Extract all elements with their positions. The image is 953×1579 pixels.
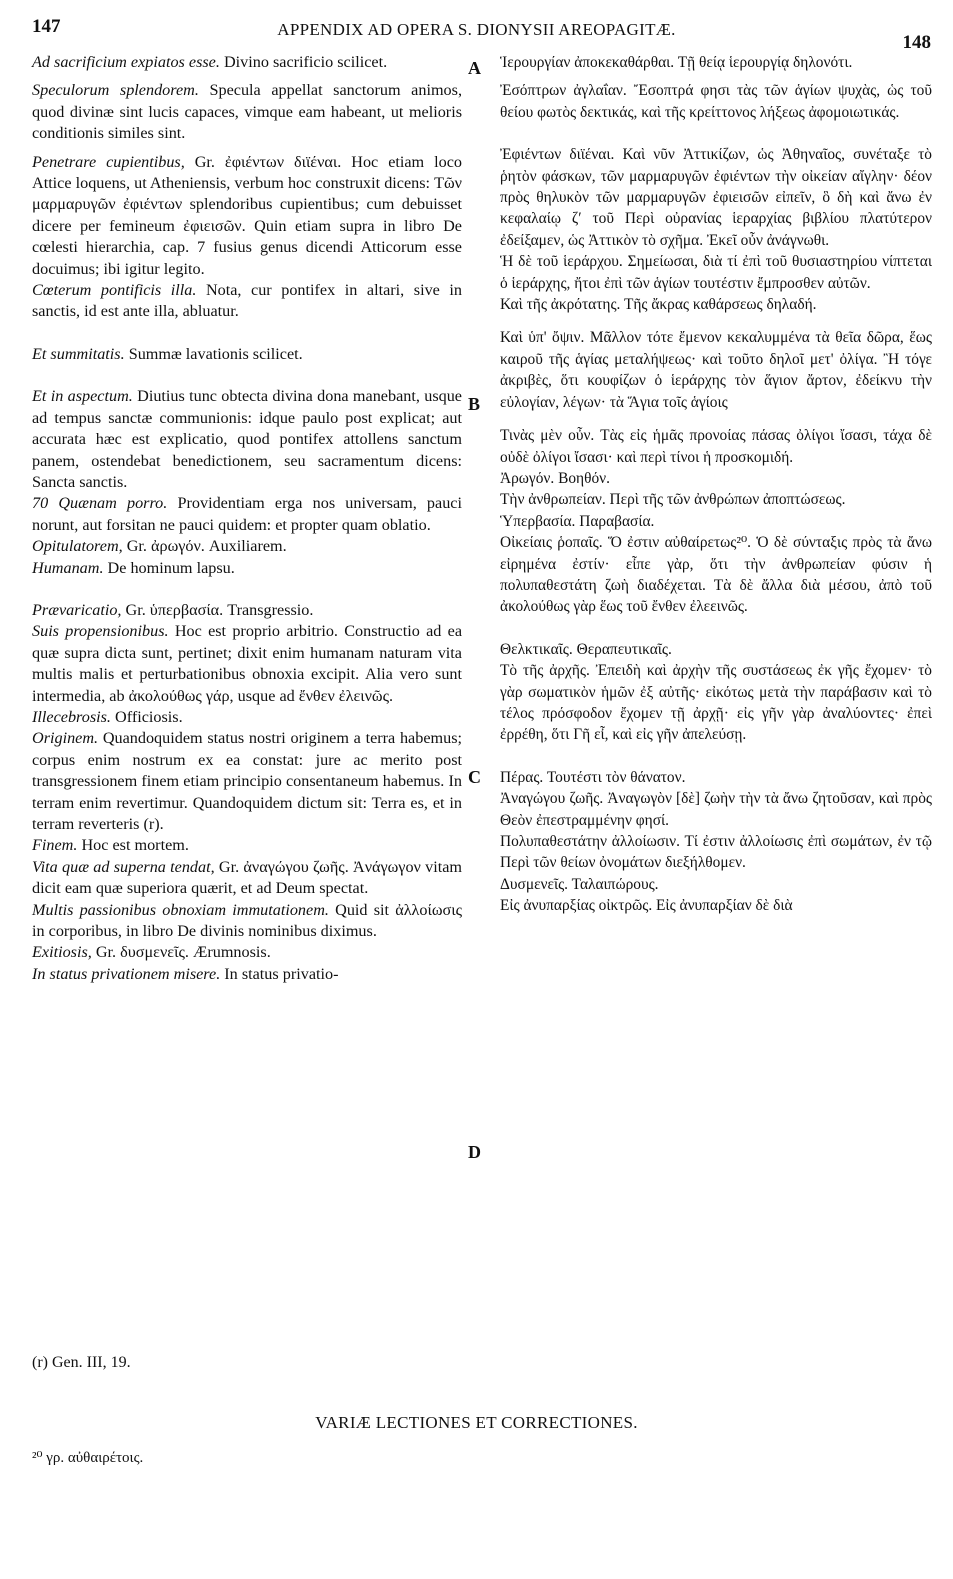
greek-entry: Οἰκείαις ῥοπαῖς. Ὅ ἐστιν αὐθαίρετως²⁰. Ὁ δὲ σύνταξις πρὸς τὰ ἄνω εἰρημένα ἐστίν· εἶπε γὰρ, ὅτι τὴν ἀνθρωπείαν φύσιν ἡ πολυπαθεστάτη ζωὴ διαδέχεται. Τὰ δὲ ἄλλα διὰ μέσου, ἀπὸ τοῦ ἀκολούθως γὰρ ἕως τοῦ ἔνθεν ἐλεεινῶς. — [500, 534, 932, 616]
latin-entry: Vita quæ ad superna tendat, Gr. ἀναγώγου ζωῆς. Ἀνάγωγον vitam dicit eam quæ superiora quærit, et ad Deum spectat. — [32, 857, 462, 898]
latin-entry: Ad sacrificium expiatos esse. Divino sacrificio scilicet. — [32, 53, 388, 71]
latin-entry: Cœterum pontificis illa. Nota, cur pontifex in altari, sive in sanctis, id est ante illa, abluatur. — [32, 281, 462, 321]
greek-entry: Τὸ τῆς ἀρχῆς. Ἐπειδὴ καὶ ἀρχὴν τῆς συστάσεως ἐκ γῆς ἔχομεν· τὸ γὰρ σωματικὸν ἡμῶν ἐξ αὐτῆς· εἰκότως μετὰ τὴν παράβασιν καὶ τὸ τέλος πρόσφοδον ἔχομεν τῇ ἀρχῇ· εἰς γῆν γὰρ ἀναλύοντες· ἐπεὶ ἐρρέθη, ὅτι Γῆ εἶ, καὶ εἰς γῆν ἀπελεύσῃ. — [500, 662, 932, 744]
latin-entry: Humanam. De hominum lapsu. — [32, 558, 235, 577]
latin-entry: Suis propensionibus. Hoc est proprio arbitrio. Constructio ad ea quæ supra dicta sunt, pertinet; dixit enim humanam naturam vita multis malis et perturbationibus obnoxia excipit. Alia vero sunt intermedia, ab ἀκολούθως γάρ, usque ad ἔνθεν ἐλεινῶς. — [32, 622, 462, 705]
latin-entry: Illecebrosis. Officiosis. — [32, 707, 183, 726]
section-marker-a: A — [468, 58, 481, 78]
latin-entry: Exitiosis, Gr. δυσμενεῖς. Ærumnosis. — [32, 943, 271, 962]
greek-entry: Πέρας. Τουτέστι τὸν θάνατον. — [500, 768, 686, 786]
greek-entry: Καὶ ὑπ' ὄψιν. Μᾶλλον τότε ἔμενον κεκαλυμμένα τὰ θεῖα δῶρα, ἕως καιροῦ τῆς ἁγίας μεταλήψεως· καὶ τοῦτο δηλοῖ μετ' ὀλίγα. Ἢ τόγε ἀκριβὲς, ὅτι κουφίζων ὁ ἱεράρχης τὸν ἅγιον ἄρτον, ἐδείκνυ τὴν εὐλογίαν, λέγων· τὰ Ἅγια τοῖς ἁγίοις — [500, 329, 932, 411]
greek-entry: Ἡ δὲ τοῦ ἱεράρχου. Σημείωσαι, διὰ τί ἐπὶ τοῦ θυσιαστηρίου νίπτεται ὁ ἱεράρχης, ἤτοι ἐπὶ τῶν ἁγίων τουτέστιν ἔμπροσθεν αὐτῶν. — [500, 253, 932, 292]
greek-entry: Ἱερουργίαν ἀποκεκαθάρθαι. Τῇ θείᾳ ἱερουργίᾳ δηλονότι. — [500, 54, 853, 71]
greek-entry: Ὑπερβασία. Παραβασία. — [500, 512, 655, 530]
greek-entry: Καὶ τῆς ἀκρότατης. Τῆς ἄκρας καθάρσεως δηλαδή. — [500, 296, 817, 314]
greek-entry: Ἐφιέντων διϊέναι. Καὶ νῦν Ἀττικίζων, ὡς Ἀθηναῖος, συνέταξε τὸ ῥητὸν φάσκων, τῶν μαρμαρυγῶν ἐφιέντων τὴν οἰκείαν αἴγλην· δέον πρὸς θηλυκὸν τῶν μαρμαρυγῶν ἐφιεισῶν εἰπεῖν, ὃ δὴ καὶ ἄνω ἐν κεφαλαίῳ ζ′ τοῦ Περὶ οὐρανίας ἱεραρχίας βιβλίου πλατύτερον ἐδείξαμεν, ὡς Ἀττικὸν τὸ σχῆμα. Ἐκεῖ οὖν ἀνάγνωθι. — [500, 146, 932, 249]
greek-entry: Τὴν ἀνθρωπείαν. Περὶ τῆς τῶν ἀνθρώπων ἀποπτώσεως. — [500, 491, 846, 509]
latin-entry: Et in aspectum. Diutius tunc obtecta divina dona manebant, usque ad tempus sanctæ communionis: idque paulo post explicat; aut accurata hæc est explicatio, quod pontifex attollens sanctum panem, ostendebat benedictionem, seu sacramentum dicens: Sancta sanctis. — [32, 387, 462, 491]
latin-entry: Multis passionibus obnoxiam immutationem. Quid sit ἀλλοίωσις in corporibus, in libro De divinis nominibus diximus. — [32, 900, 462, 941]
page-number-left: 147 — [32, 16, 61, 37]
latin-entry: Et summitatis. Summæ lavationis scilicet. — [32, 344, 303, 363]
page-number-right: 148 — [902, 32, 931, 53]
section-marker-d: D — [468, 1142, 481, 1162]
section-marker-b: B — [468, 394, 481, 414]
latin-entry: Penetrare cupientibus, Gr. ἐφιέντων διϊέναι. Hoc etiam loco Attice loquens, ut Atheniensis, verbum hoc construxit dicens: Τῶν μαρμαρυγῶν ἐφιέντων splendoribus cupientibus; cum debuisset dicere per femineum ἐφιεισῶν. Quin etiam supra in libro De cœlesti hierarchia, cap. 7 fusius genus dicendi Atticorum esse docuimus; ibi igitur legito. — [32, 152, 462, 278]
latin-entry: Originem. Quandoquidem status nostri originem a terra habemus; corpus enim nostrum ex ea constat: jure ac merito post transgressionem finem etiam principio consentaneum habemus. In terram enim revertimur. Quandoquidem dictum sit: Terra es, et in terram reverteris (r). — [32, 729, 462, 833]
latin-entry: Opitulatorem, Gr. ἀρωγόν. Auxiliarem. — [32, 537, 287, 556]
greek-entry: Ἐσόπτρων ἀγλαΐαν. Ἔσοπτρά φησι τὰς τῶν ἁγίων ψυχὰς, ὡς τοῦ θείου φωτὸς δεκτικάς, καὶ τῆς κρείττονος λήξεως ἀφομοιωτικάς. — [500, 82, 932, 121]
greek-entry: Πολυπαθεστάτην ἀλλοίωσιν. Τί ἐστιν ἀλλοίωσις ἐπὶ σωμάτων, ἐν τῷ Περὶ τῶν θείων ὀνομάτων διεξήλθομεν. — [500, 833, 932, 872]
latin-entry: Finem. Hoc est mortem. — [32, 836, 189, 855]
running-title: APPENDIX AD OPERA S. DIONYSII AREOPAGITÆ. — [277, 20, 676, 39]
greek-column — [500, 52, 932, 917]
footnote-latin: (r) Gen. III, 19. — [32, 1354, 131, 1371]
latin-entry: 70 Quænam porro. Providentiam erga nos universam, pauci norunt, aut forsitan ne pauci quidem: et propter quam oblatio. — [32, 494, 462, 534]
latin-entry: In status privationem misere. In status privatio- — [32, 964, 339, 983]
latin-entry: Prævaricatio, Gr. ὑπερβασία. Transgressio. — [32, 600, 314, 619]
section-marker-c: C — [468, 767, 481, 787]
greek-entry: Δυσμενεῖς. Ταλαιπώρους. — [500, 875, 659, 893]
page-header — [0, 14, 953, 53]
greek-entry: Ἀναγώγου ζωῆς. Ἀναγωγὸν [δὲ] ζωὴν τὴν τὰ ἄνω ζητοῦσαν, καὶ πρὸς Θεὸν ἐπεστραμμένην φησί. — [500, 790, 932, 829]
latin-column — [32, 52, 462, 985]
latin-entry: Speculorum splendorem. Specula appellat sanctorum animos, quod divinæ sint lucis capaces, vimque eam habeant, ut melioris conditionis similes sint. — [32, 81, 462, 143]
variae-lectiones-title: VARIÆ LECTIONES ET CORRECTIONES. — [315, 1413, 638, 1432]
greek-entry: Ἀρωγόν. Βοηθόν. — [500, 469, 610, 487]
greek-entry: Θελκτικαῖς. Θεραπευτικαῖς. — [500, 640, 672, 658]
greek-entry: Εἰς ἀνυπαρξίας οἰκτρῶς. Εἰς ἀνυπαρξίαν δὲ διὰ — [500, 897, 793, 915]
greek-entry: Τινὰς μὲν οὖν. Τὰς εἰς ἡμᾶς προνοίας πάσας ὀλίγοι ἴσασι, τάχα δὲ οὐδὲ ὀλίγοι ἴσασι· καὶ περὶ τίνοι ἡ προσκομιδή. — [500, 427, 932, 466]
footnote-variant: ²⁰ γρ. αὐθαιρέτοις. — [32, 1450, 144, 1466]
